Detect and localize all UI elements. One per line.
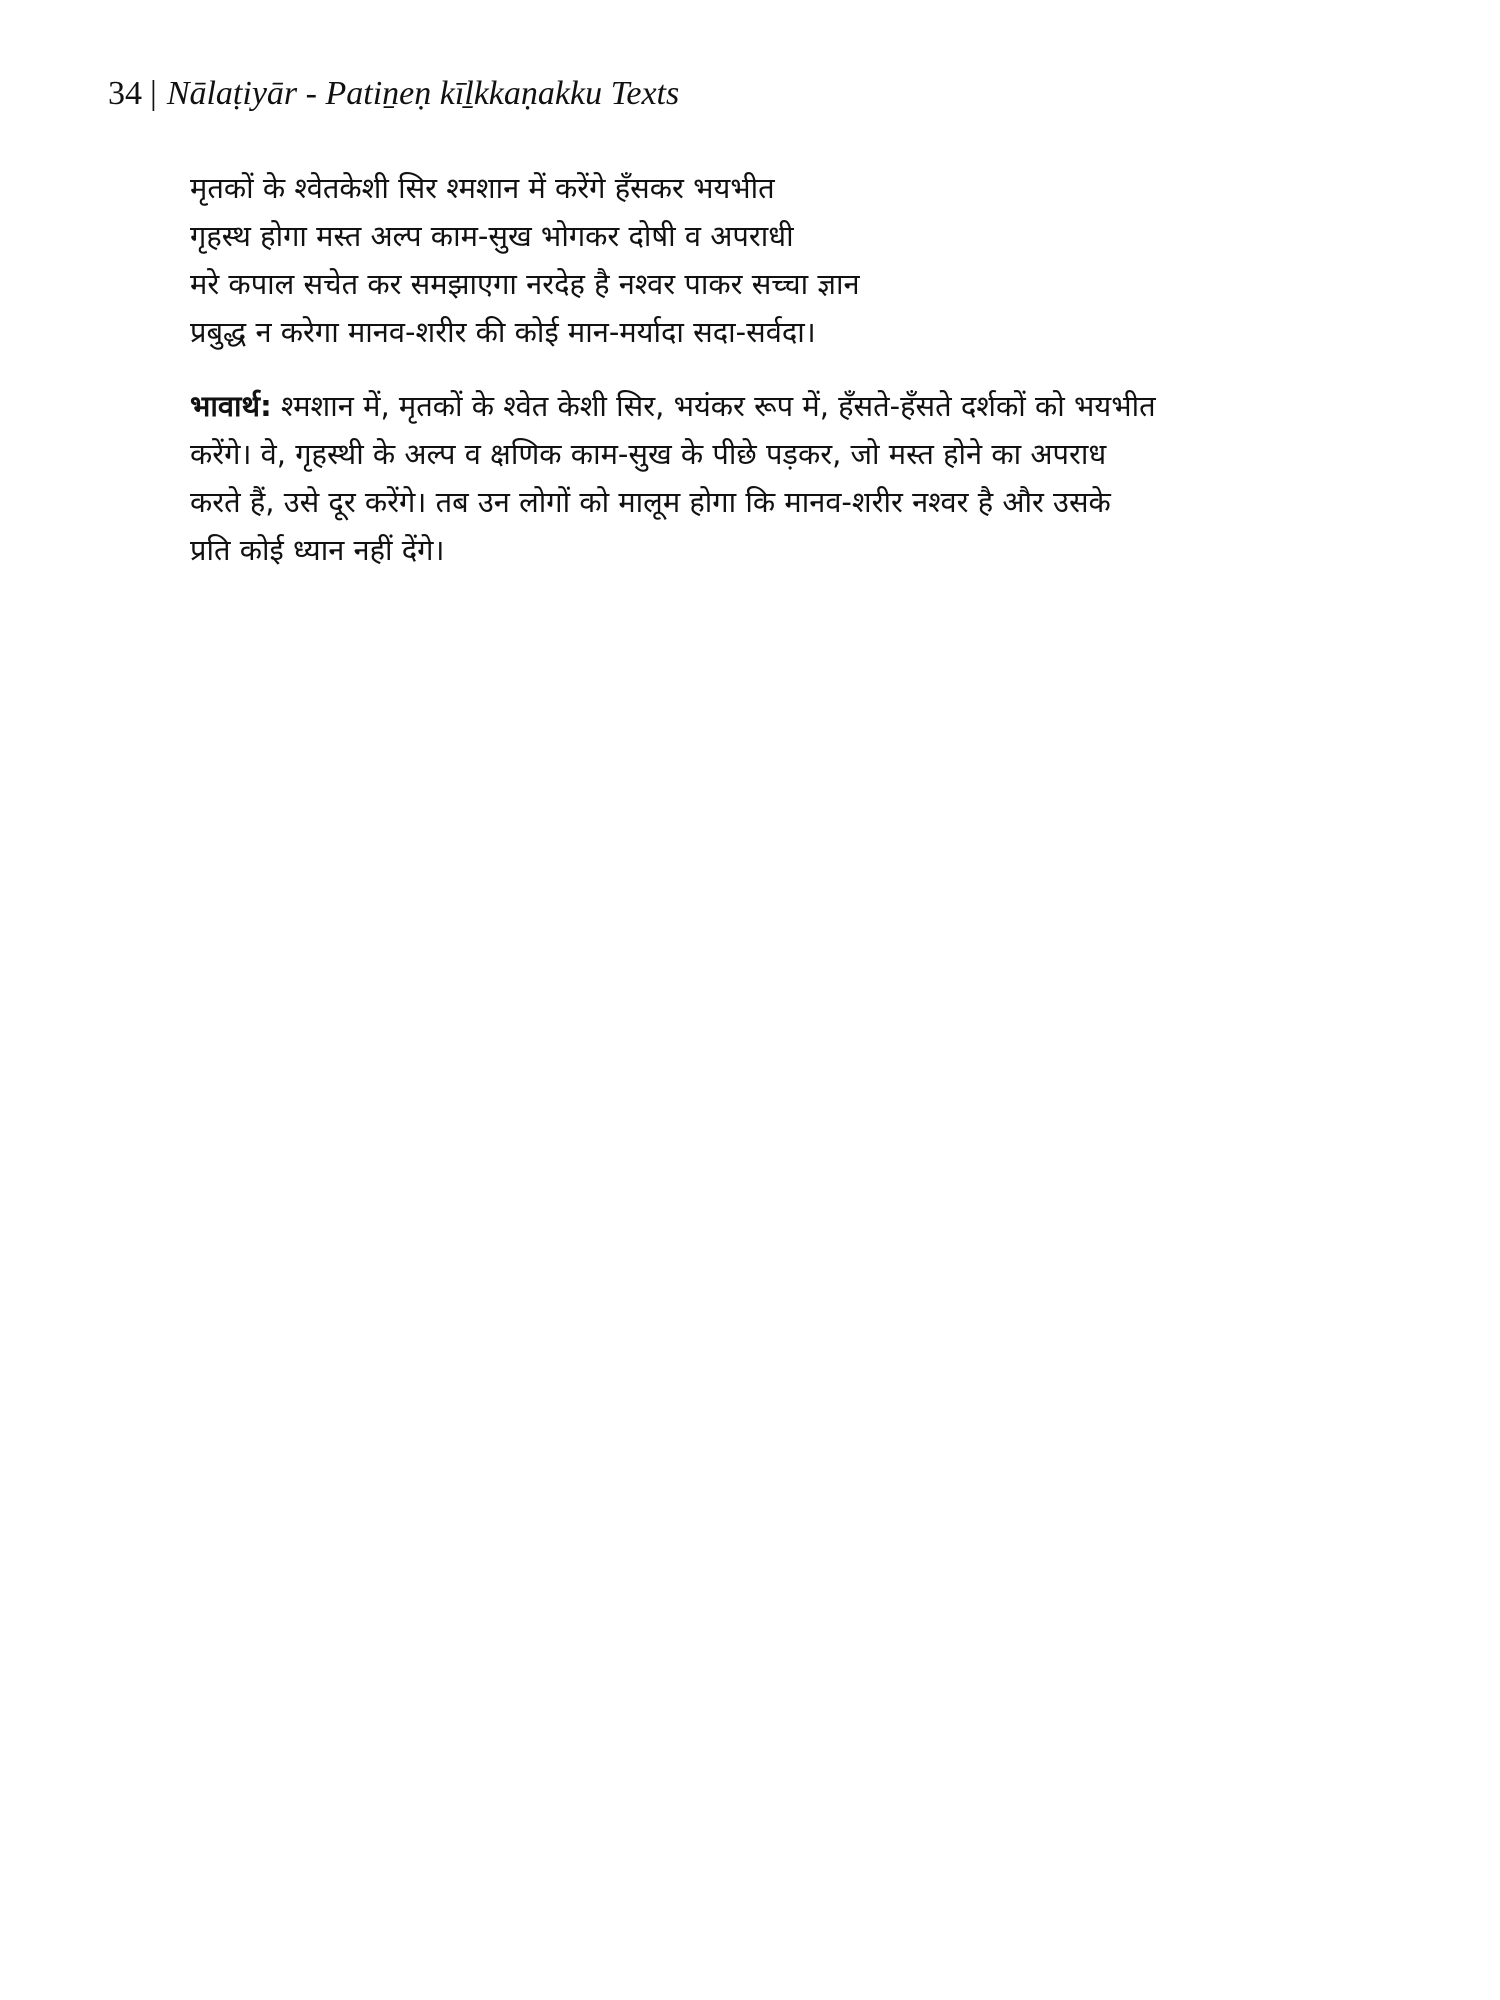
verse-line: मृतकों के श्वेतकेशी सिर श्मशान में करेंगे हँसकर भयभीत — [190, 171, 775, 205]
meaning-line: करेंगे। वे, गृहस्थी के अल्प व क्षणिक काम-सुख के पीछे पड़कर, जो मस्त होने का अपराध — [190, 437, 1107, 471]
meaning-paragraph — [190, 382, 1370, 574]
verse-block — [190, 164, 1410, 356]
book-title: Nālaṭiyār - Patiṉeṇ kīḻkkaṇakku Texts — [166, 75, 680, 112]
meaning-text: श्मशान में, मृतकों के श्वेत केशी सिर, भयंकर रूप में, हँसते-हँसते दर्शकों को भयभीत — [280, 389, 1156, 423]
verse-line: मरे कपाल सचेत कर समझाएगा नरदेह है नश्वर पाकर सच्चा ज्ञान — [190, 267, 860, 301]
running-header — [108, 72, 679, 116]
verse-line: गृहस्थ होगा मस्त अल्प काम-सुख भोगकर दोषी व अपराधी — [190, 219, 794, 253]
verse-line: प्रबुद्ध न करेगा मानव-शरीर की कोई मान-मर्यादा सदा-सर्वदा। — [190, 315, 816, 349]
meaning-line: करते हैं, उसे दूर करेंगे। तब उन लोगों को मालूम होगा कि मानव-शरीर नश्वर है और उसके — [190, 485, 1111, 519]
page-number: 34 — [108, 75, 142, 112]
meaning-line: प्रति कोई ध्यान नहीं देंगे। — [190, 533, 445, 567]
meaning-line — [190, 382, 1370, 430]
meaning-label: भावार्थ: — [190, 389, 272, 423]
header-separator: | — [150, 75, 157, 112]
